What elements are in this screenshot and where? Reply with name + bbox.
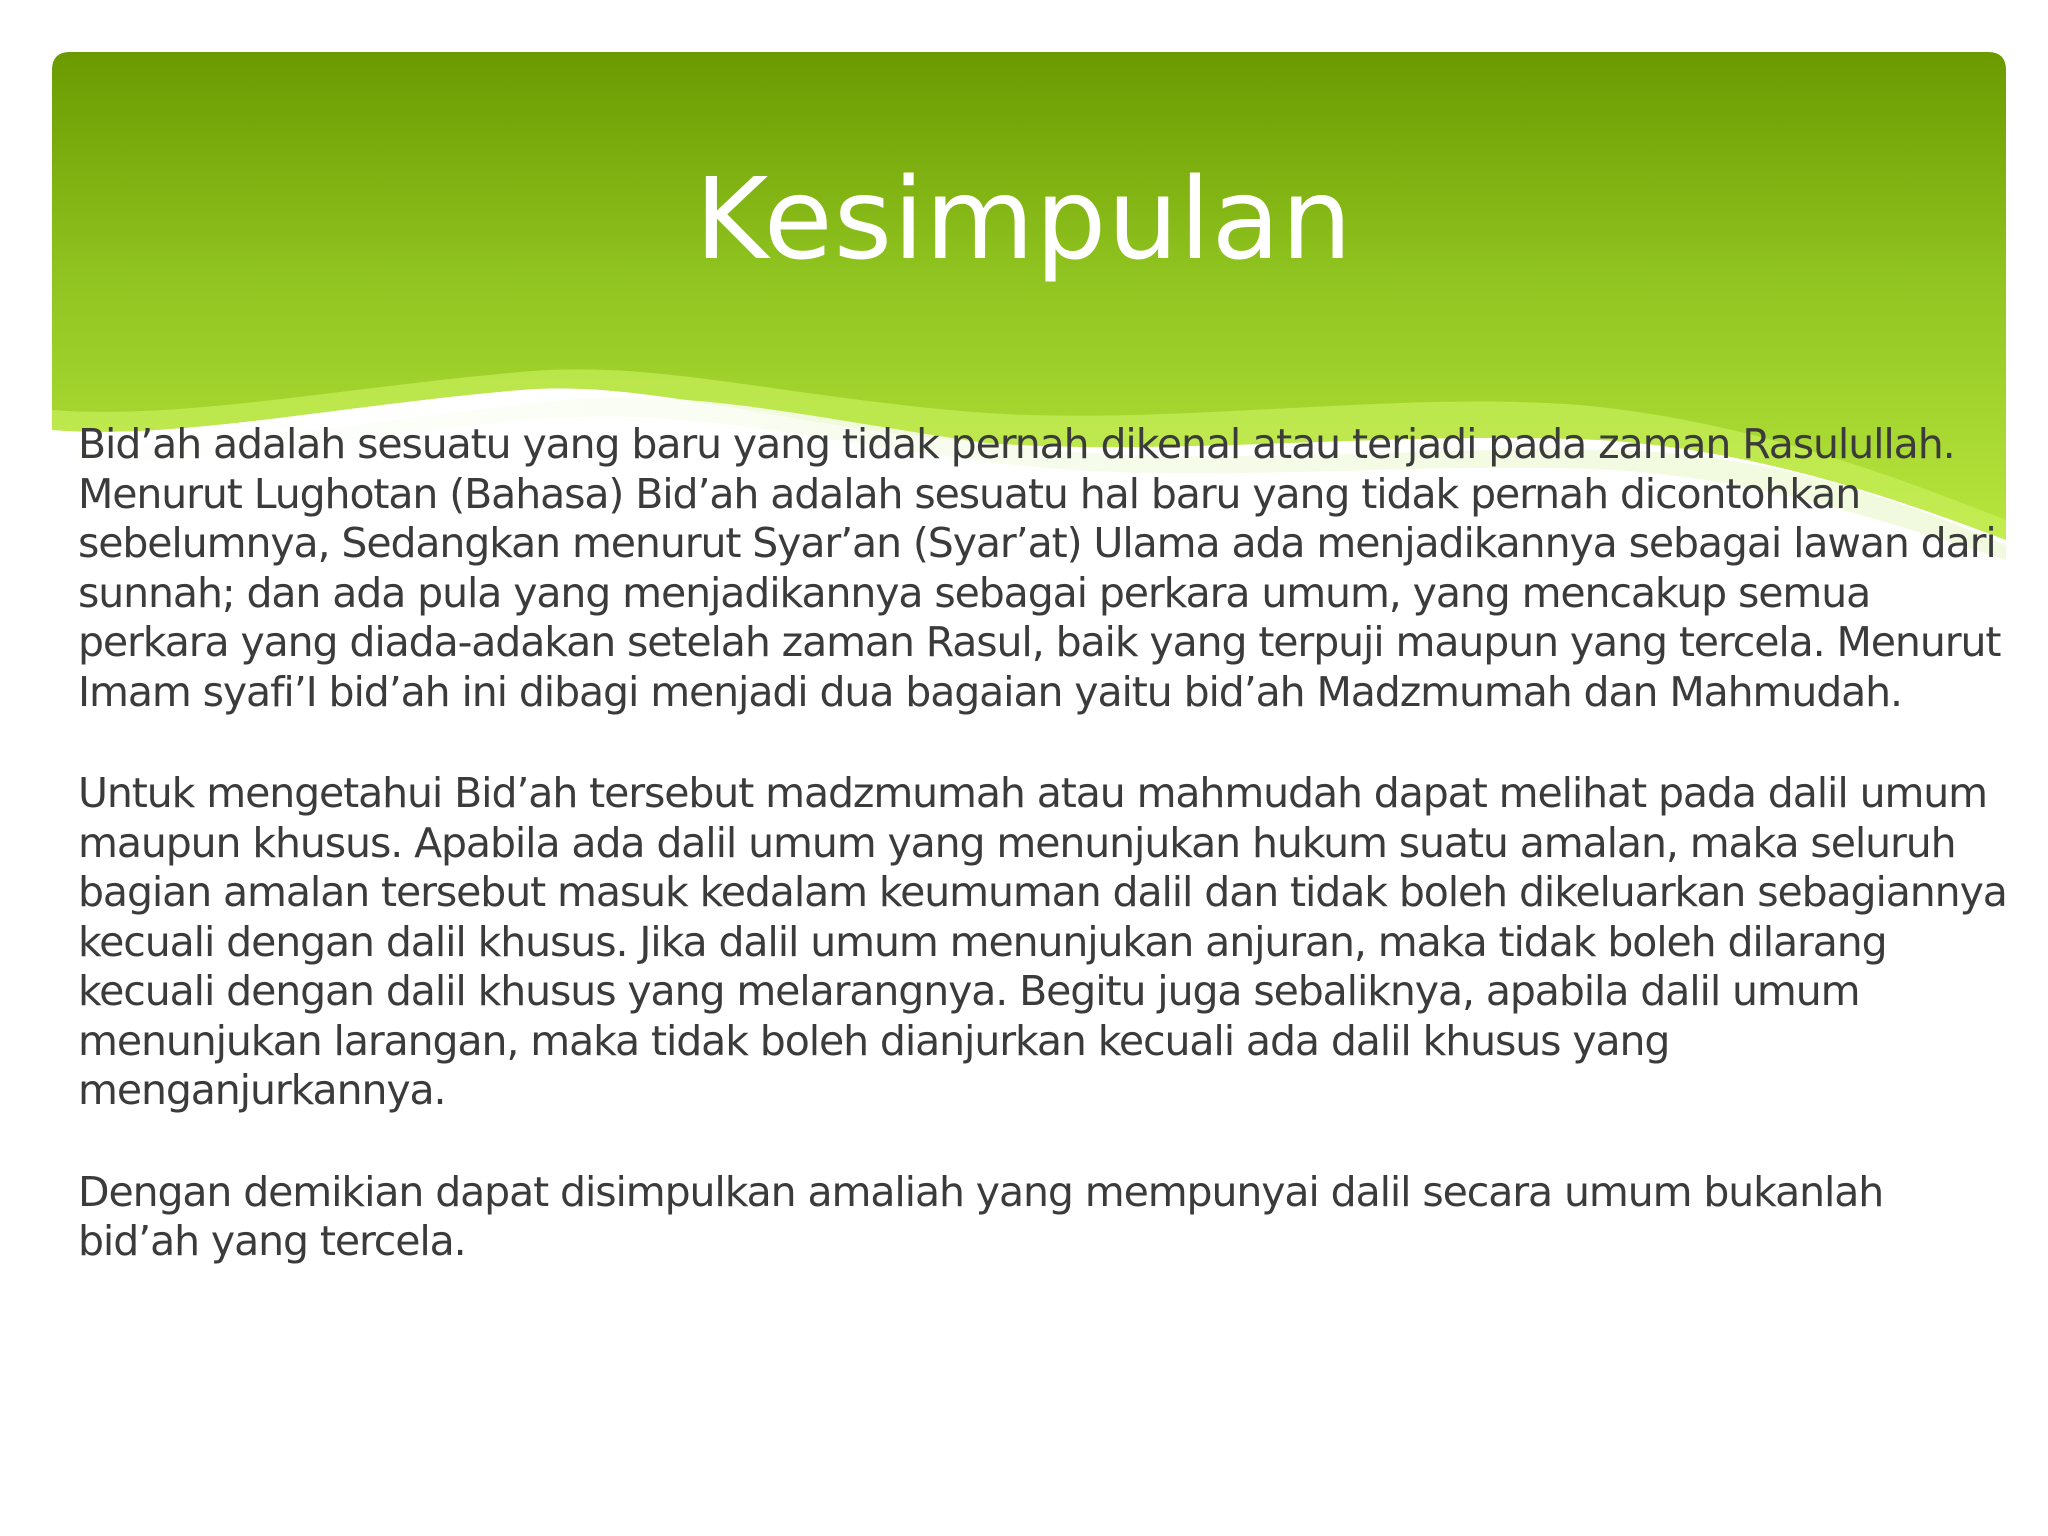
paragraph-dalil: Untuk mengetahui Bid’ah tersebut madzmumah atau mahmudah dapat melihat pada dalil umum maupun khusus. Apabila ada dalil umum yang menunjukan hukum suatu amalan, maka seluruh bagian amalan tersebut masuk kedalam keumuman dalil dan tidak boleh dikeluarkan sebagiannya kecuali dengan dalil khusus. Jika dalil umum menunjukan anjuran, maka tidak boleh dilarang kecuali dengan dalil khusus yang melarangnya. Begitu juga sebaliknya, apabila dalil umum menunjukan larangan, maka tidak boleh dianjurkan kecuali ada dalil khusus yang menganjurkannya.: [78, 769, 2007, 1114]
slide-title: Kesimpulan: [694, 155, 1354, 285]
paragraph-conclusion: Dengan demikian dapat disimpulkan amaliah yang mempunyai dalil secara umum bukanlah bid’ah yang tercela.: [78, 1167, 1884, 1265]
paragraph-definition: Bid’ah adalah sesuatu yang baru yang tidak pernah dikenal atau terjadi pada zaman Rasulullah. Menurut Lughotan (Bahasa) Bid’ah adalah sesuatu hal baru yang tidak pernah dicontohkan sebelumnya, Sedangkan menurut Syar’an (Syar’at) Ulama ada menjadikannya sebagai lawan dari sunnah; dan ada pula yang menjadikannya sebagai perkara umum, yang mencakup semua perkara yang diada-adakan setelah zaman Rasul, baik yang terpuji maupun yang tercela. Menurut Imam syafi’I bid’ah ini dibagi menjadi dua bagaian yaitu bid’ah Madzmumah dan Mahmudah.: [78, 420, 2001, 716]
slide-body: [78, 420, 2008, 1319]
